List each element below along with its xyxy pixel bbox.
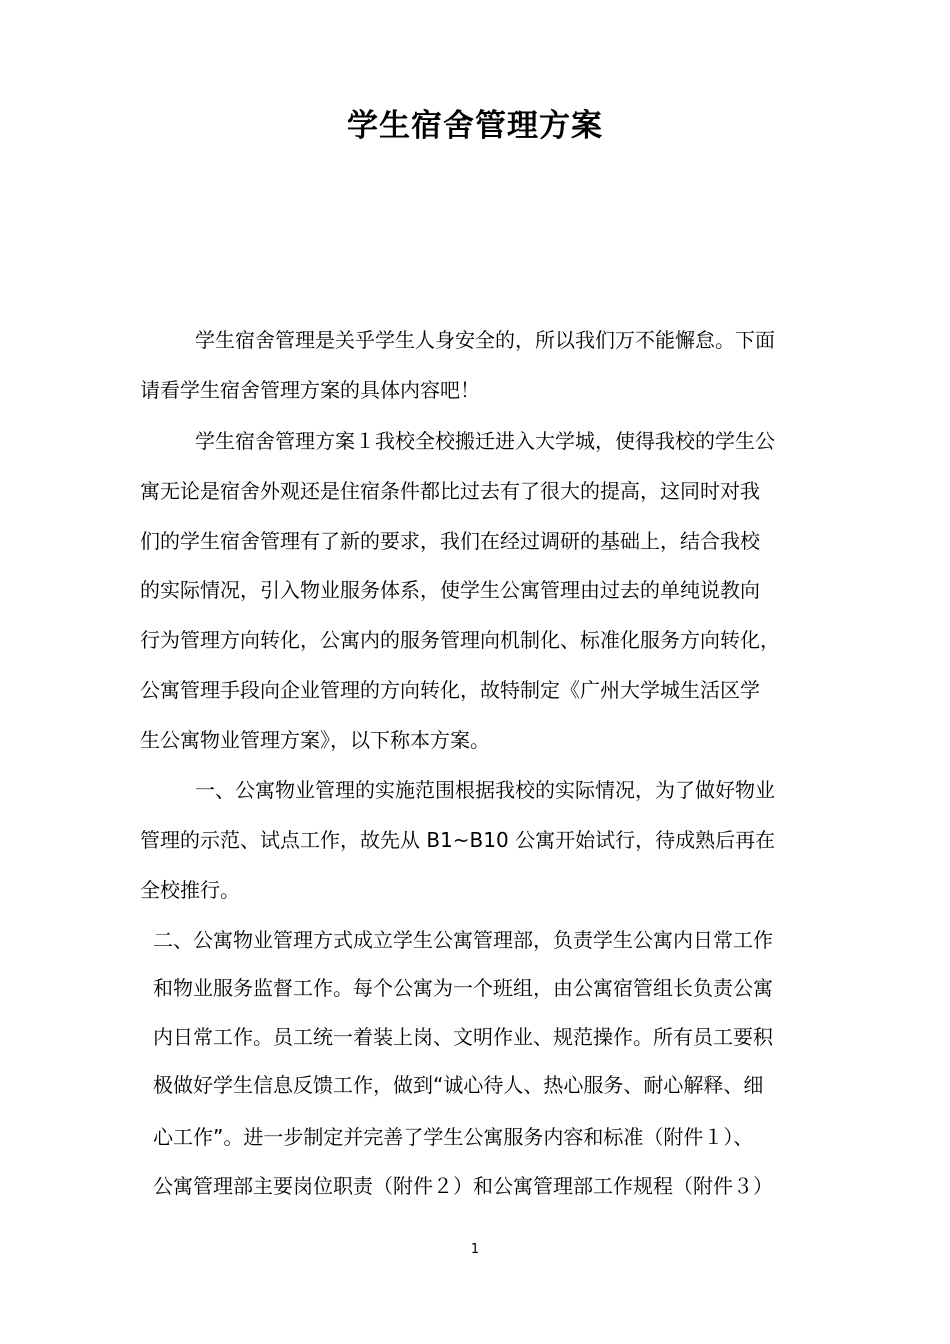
paragraph-line: 生公寓物业管理方案》，以下称本方案。 xyxy=(140,728,490,752)
paragraph-line: 全校推行。 xyxy=(140,878,240,902)
paragraph-line: 请看学生宿舍管理方案的具体内容吧！ xyxy=(140,378,480,402)
paragraph-line: 们的学生宿舍管理有了新的要求，我们在经过调研的基础上，结合我校 xyxy=(140,529,760,553)
paragraph-line: 学生宿舍管理方案１我校全校搬迁进入大学城，使得我校的学生公 xyxy=(195,429,775,453)
paragraph-line: 二、公寓物业管理方式成立学生公寓管理部，负责学生公寓内日常工作 xyxy=(153,928,773,952)
paragraph-line: 寓无论是宿舍外观还是住宿条件都比过去有了很大的提高，这同时对我 xyxy=(140,479,760,503)
document-title: 学生宿舍管理方案 xyxy=(347,108,603,144)
paragraph-line: 管理的示范、试点工作，故先从 B1~B10 公寓开始试行，待成熟后再在 xyxy=(140,828,776,852)
paragraph-line: 公寓管理部主要岗位职责（附件２）和公寓管理部工作规程（附件３） xyxy=(153,1174,773,1198)
paragraph-line: 极做好学生信息反馈工作，做到“诚心待人、热心服务、耐心解释、细 xyxy=(153,1073,764,1097)
paragraph-line: 学生宿舍管理是关乎学生人身安全的，所以我们万不能懈怠。下面 xyxy=(195,328,775,352)
paragraph-line: 一、公寓物业管理的实施范围根据我校的实际情况，为了做好物业 xyxy=(195,778,775,802)
paragraph-line: 行为管理方向转化，公寓内的服务管理向机制化、标准化服务方向转化， xyxy=(140,628,780,652)
paragraph-line: 的实际情况，引入物业服务体系，使学生公寓管理由过去的单纯说教向 xyxy=(140,578,760,602)
paragraph-line: 和物业服务监督工作。每个公寓为一个班组，由公寓宿管组长负责公寓 xyxy=(153,976,773,1000)
paragraph-line: 内日常工作。员工统一着装上岗、文明作业、规范操作。所有员工要积 xyxy=(153,1025,773,1049)
page-number: 1 xyxy=(470,1242,480,1257)
paragraph-line: 心工作”。进一步制定并完善了学生公寓服务内容和标准（附件１）、 xyxy=(153,1125,754,1149)
paragraph-line: 公寓管理手段向企业管理的方向转化，故特制定《广州大学城生活区学 xyxy=(140,678,760,702)
